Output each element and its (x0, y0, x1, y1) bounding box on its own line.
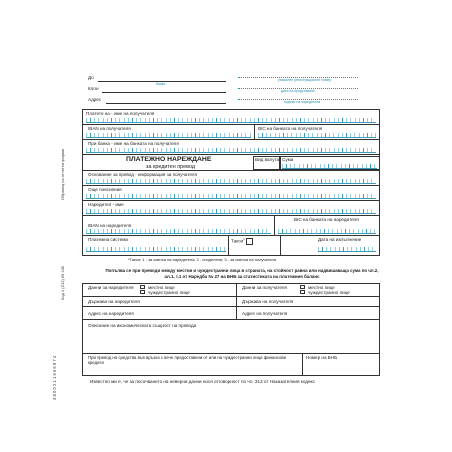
payer-foreign-checkbox[interactable] (140, 290, 145, 294)
vertical-code: Код 1 (Z12) 69 245 (60, 265, 65, 300)
branch-line[interactable] (102, 92, 226, 93)
payer-address-label: Адрес на наредителя (88, 311, 134, 316)
iban-recipient-label: IBAN на получателя (88, 126, 131, 131)
fees-box[interactable] (246, 238, 253, 245)
iban-recipient-field[interactable] (86, 133, 251, 138)
fees-note: *Такси: 1 - за сметка на наредителя; 2 - споделени; 3 - за сметка на получателя (128, 257, 276, 262)
pay-to-label (86, 111, 154, 116)
pay-to-field[interactable] (86, 118, 376, 123)
recipient-local-checkbox[interactable] (300, 285, 305, 289)
iban-payer-label: IBAN на наредителя (88, 223, 132, 228)
recipient-local-label: местно лице (308, 285, 335, 290)
payment-system-field[interactable] (86, 247, 226, 252)
payer-name-field[interactable] (86, 209, 376, 214)
fees-sup: 1 (243, 237, 245, 241)
more-explanation-label: Още пояснения (88, 187, 122, 192)
recipient-bank-field[interactable] (86, 148, 376, 153)
to-label: До (88, 75, 94, 80)
execution-date-label: Дата на изпълнение (318, 237, 362, 242)
declaration-text: Известно ми е, че за посочването на неверни данни нося отговорност по чл. 313 от Наказателния кодекс (90, 379, 315, 384)
recipient-data-label: Данни за получателя (242, 285, 287, 290)
address-label: Адрес (88, 97, 102, 102)
bic-payer-label: BIC на банката на наредителя (294, 217, 359, 222)
reg-number-hint: уникален регистрационен номер (278, 78, 332, 82)
payer-local-checkbox[interactable] (140, 285, 145, 289)
execution-date-field[interactable] (318, 247, 376, 252)
fees-label (231, 237, 245, 244)
payer-name-label: Наредител - име (88, 202, 124, 207)
currency-type-label: Вид валута (255, 157, 280, 162)
payment-system-label: Платежна система (88, 237, 128, 242)
payer-data-label: Данни за наредителя (88, 285, 134, 290)
iban-payer-field[interactable] (86, 229, 271, 234)
bic-recipient-label: BIC на банката на получателя (258, 126, 323, 131)
pay-to-text: Платете на - име на получателя (86, 111, 155, 116)
recipient-bank-label: При банка - име на банката на получателя (88, 141, 179, 146)
recipient-address-label: Адрес на получателя (242, 311, 288, 316)
fees-text: Такси (231, 238, 244, 244)
bank-hint: банка (156, 82, 166, 86)
form-title: ПЛАТЕЖНО НАРЕЖДАНЕ (126, 156, 212, 163)
barcode-number: 3 8 0 0 2 1 1 5 6 6 9 7 4 (52, 355, 57, 400)
payment-basis-label: Основание за превод - информация за получателя (88, 172, 197, 177)
bic-recipient-field[interactable] (258, 133, 376, 138)
recipient-foreign-checkbox[interactable] (300, 290, 305, 294)
payer-foreign-label: чуждестранно лице (148, 290, 190, 295)
amount-label: Сума (282, 157, 294, 162)
economic-nature-label: Описание на икономическата същност на превода (88, 323, 197, 328)
more-explanation-field[interactable] (86, 194, 376, 199)
address-line[interactable] (106, 103, 226, 104)
payment-basis-field[interactable] (86, 179, 376, 184)
payer-country-label: Държава на наредителя (88, 299, 140, 304)
branch-label: Клон (88, 86, 99, 91)
vertical-publisher: Образец на отчетна форма (60, 148, 65, 200)
credit-line-label: При превод на средства във връзка с вече предоставени от или на чуждестранни лица финансови кредити (88, 355, 287, 365)
payer-local-label: местно лице (148, 285, 175, 290)
signature-hint: подпис на наредителя (284, 100, 321, 104)
form-subtitle: за кредитен превод (146, 164, 195, 170)
amount-field[interactable] (282, 164, 377, 169)
stats-intro: Попълва се при преводи между местни и чуждестранни лица в страната, на стойност равна или надвишаваща сума по чл.2, ал.1, т.1 от Наредба № 27 на БНБ за статистиката на платежния баланс (105, 268, 379, 279)
recipient-country-label: Държава на получателя (242, 299, 294, 304)
payment-order-form (68, 63, 386, 393)
bnb-number-label: Номер на БНБ (306, 355, 338, 360)
date-submitted-hint: дата на представяне (281, 89, 315, 93)
bic-payer-field[interactable] (278, 229, 376, 234)
recipient-foreign-label: чуждестранно лице (308, 290, 350, 295)
